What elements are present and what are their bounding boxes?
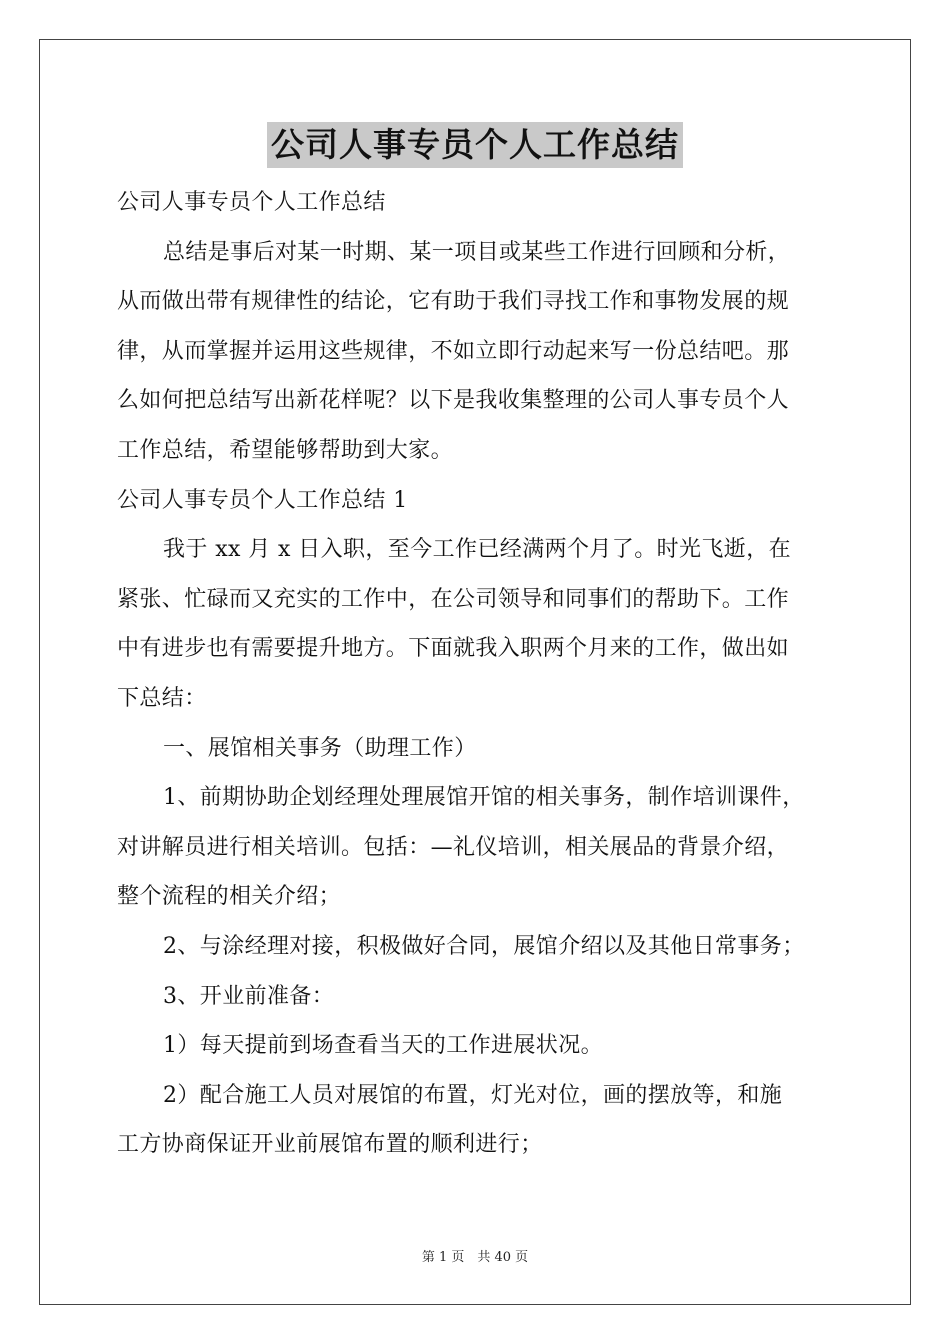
- text-line: 公司人事专员个人工作总结 1: [117, 487, 408, 513]
- text-line: 对讲解员进行相关培训。包括：—礼仪培训，相关展品的背景介绍，: [117, 834, 790, 860]
- text-line: 律，从而掌握并运用这些规律，不如立即行动起来写一份总结吧。那: [117, 338, 790, 364]
- text-line: 中有进步也有需要提升地方。下面就我入职两个月来的工作，做出如: [117, 636, 790, 662]
- text-line: 么如何把总结写出新花样呢？以下是我收集整理的公司人事专员个人: [117, 388, 790, 414]
- document-body: [117, 178, 835, 1170]
- text-line: 从而做出带有规律性的结论，它有助于我们寻找工作和事物发展的规: [117, 289, 790, 315]
- text-line: 工方协商保证开业前展馆布置的顺利进行；: [117, 1132, 543, 1158]
- text-line: 3、开业前准备：: [163, 983, 335, 1009]
- text-line: 一、展馆相关事务（助理工作）: [163, 735, 477, 761]
- text-line: 1、前期协助企划经理处理展馆开馆的相关事务，制作培训课件，: [163, 785, 805, 811]
- text-line: 总结是事后对某一时期、某一项目或某些工作进行回顾和分析，: [163, 239, 791, 265]
- text-line: 整个流程的相关介绍；: [117, 884, 342, 910]
- text-line: 工作总结，希望能够帮助到大家。: [117, 437, 454, 463]
- text-line: 2）配合施工人员对展馆的布置，灯光对位，画的摆放等，和施: [163, 1082, 783, 1108]
- document-title: 公司人事专员个人工作总结: [267, 122, 683, 168]
- text-line: 1）每天提前到场查看当天的工作进展状况。: [163, 1033, 603, 1059]
- page-footer: 第 1 页 共 40 页: [421, 1250, 529, 1265]
- text-line: 紧张、忙碌而又充实的工作中，在公司领导和同事们的帮助下。工作: [117, 586, 790, 612]
- text-line: 我于 xx 月 x 日入职，至今工作已经满两个月了。时光飞逝，在: [163, 537, 791, 563]
- title-container: [0, 122, 950, 168]
- text-line: 公司人事专员个人工作总结: [117, 190, 386, 215]
- text-line: 2、与涂经理对接，积极做好合同，展馆介绍以及其他日常事务；: [163, 933, 805, 959]
- text-line: 下总结：: [117, 685, 207, 711]
